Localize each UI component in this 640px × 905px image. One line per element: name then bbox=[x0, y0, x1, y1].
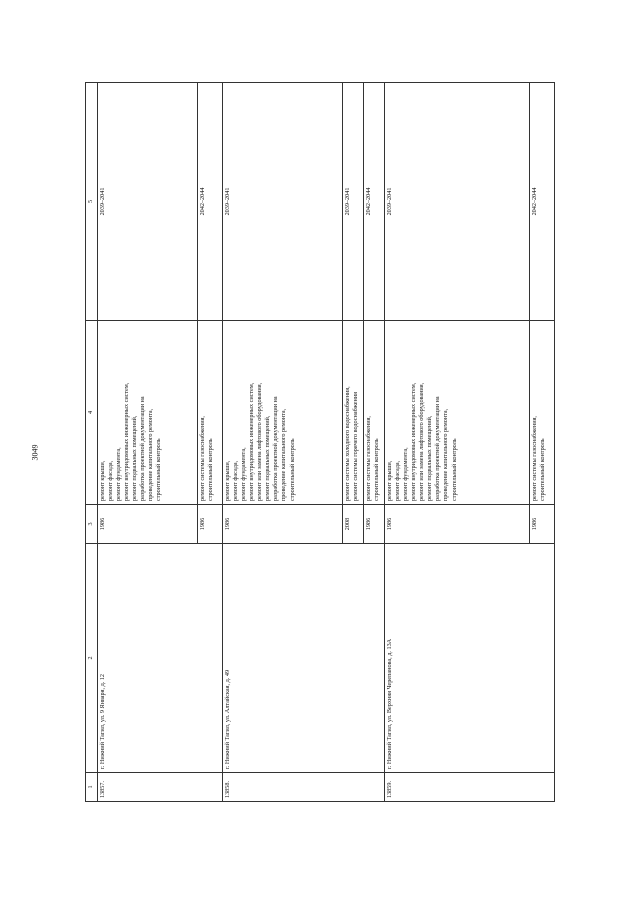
commission-year: 1986 bbox=[198, 505, 223, 544]
table-body bbox=[86, 83, 555, 802]
table-row bbox=[223, 83, 343, 802]
work-item: ремонт внутридомовых инженерных систем, bbox=[248, 382, 256, 501]
work-item: проведение капитального ремонта, bbox=[147, 408, 155, 501]
commission-year: 1986 bbox=[364, 505, 385, 544]
work-item: ремонт крыши, bbox=[99, 460, 106, 501]
work-item: ремонт системы газоснабжения, bbox=[199, 416, 206, 501]
work-item: ремонт фундамента, bbox=[115, 447, 123, 501]
work-item: ремонт внутридомовых инженерных систем, bbox=[410, 382, 418, 501]
work-item: ремонт фасада, bbox=[107, 460, 115, 501]
work-item: проведение капитального ремонта, bbox=[280, 408, 288, 501]
work-item: разработка проектной документации на bbox=[139, 396, 147, 501]
work-types bbox=[364, 321, 385, 505]
work-item: ремонт крыши, bbox=[386, 460, 393, 501]
header-col-5: 5 bbox=[86, 83, 98, 321]
work-item: ремонт системы газоснабжения, bbox=[365, 416, 372, 501]
work-item: ремонт фасада, bbox=[232, 460, 240, 501]
work-item: ремонт подвальных помещений, bbox=[426, 415, 434, 501]
work-item: разработка проектной документации на bbox=[434, 396, 442, 501]
work-types bbox=[530, 321, 555, 505]
commission-year: 1986 bbox=[385, 505, 530, 544]
header-col-4: 4 bbox=[86, 321, 98, 505]
work-item: проведение капитального ремонта, bbox=[442, 408, 450, 501]
work-types bbox=[223, 321, 343, 505]
planned-period: 2042–2044 bbox=[530, 83, 555, 321]
planned-period: 2039–2041 bbox=[98, 83, 198, 321]
work-item: ремонт или замена лифтового оборудования, bbox=[418, 382, 426, 501]
record-number: 13858. bbox=[223, 773, 385, 802]
rotated-table-container bbox=[85, 82, 545, 802]
work-item: ремонт системы газоснабжения, bbox=[531, 416, 538, 501]
work-item: строительный контроль bbox=[155, 438, 163, 501]
work-item: ремонт системы горячего водоснабжения bbox=[352, 392, 360, 501]
work-item: ремонт крыши, bbox=[224, 460, 231, 501]
planned-period: 2039–2041 bbox=[223, 83, 343, 321]
record-address: г. Нижний Тагил, ул. Верхняя Черепанова, д. 13А bbox=[385, 544, 555, 773]
table-header-row bbox=[86, 83, 98, 802]
header-col-1: 1 bbox=[86, 773, 98, 802]
work-types bbox=[98, 321, 198, 505]
work-item: ремонт фундамента, bbox=[240, 447, 248, 501]
work-types bbox=[385, 321, 530, 505]
record-number: 13857. bbox=[98, 773, 223, 802]
header-col-3: 3 bbox=[86, 505, 98, 544]
work-item: строительный контроль bbox=[207, 438, 215, 501]
work-types bbox=[343, 321, 364, 505]
work-item: строительный контроль bbox=[450, 438, 458, 501]
work-item: строительный контроль bbox=[373, 438, 381, 501]
work-item: ремонт подвальных помещений, bbox=[264, 415, 272, 501]
work-types bbox=[198, 321, 223, 505]
repair-schedule-table bbox=[85, 82, 555, 802]
planned-period: 2039–2041 bbox=[343, 83, 364, 321]
header-col-2: 2 bbox=[86, 544, 98, 773]
commission-year: 1986 bbox=[98, 505, 198, 544]
work-item: ремонт фундамента, bbox=[402, 447, 410, 501]
planned-period: 2039–2041 bbox=[385, 83, 530, 321]
planned-period: 2042–2044 bbox=[364, 83, 385, 321]
work-item: разработка проектной документации на bbox=[272, 396, 280, 501]
document-sheet bbox=[85, 82, 545, 802]
work-item: строительный контроль bbox=[288, 438, 296, 501]
commission-year: 1986 bbox=[223, 505, 343, 544]
work-item: ремонт фасада, bbox=[394, 460, 402, 501]
work-item: ремонт системы холодного водоснабжения, bbox=[344, 386, 351, 501]
record-number: 13859. bbox=[385, 773, 555, 802]
record-address: г. Нижний Тагил, ул. 9 Января, д. 12 bbox=[98, 544, 223, 773]
page-number-text: 3049 bbox=[30, 444, 40, 460]
work-item: строительный контроль bbox=[539, 438, 547, 501]
table-row bbox=[98, 83, 198, 802]
planned-period: 2042–2044 bbox=[198, 83, 223, 321]
commission-year: 1986 bbox=[530, 505, 555, 544]
work-item: ремонт внутридомовых инженерных систем, bbox=[123, 382, 131, 501]
record-address: г. Нижний Тагил, ул. Алтайская, д. 49 bbox=[223, 544, 385, 773]
work-item: ремонт подвальных помещений, bbox=[131, 415, 139, 501]
commission-year: 2008 bbox=[343, 505, 364, 544]
work-item: ремонт или замена лифтового оборудования, bbox=[256, 382, 264, 501]
table-row bbox=[385, 83, 530, 802]
